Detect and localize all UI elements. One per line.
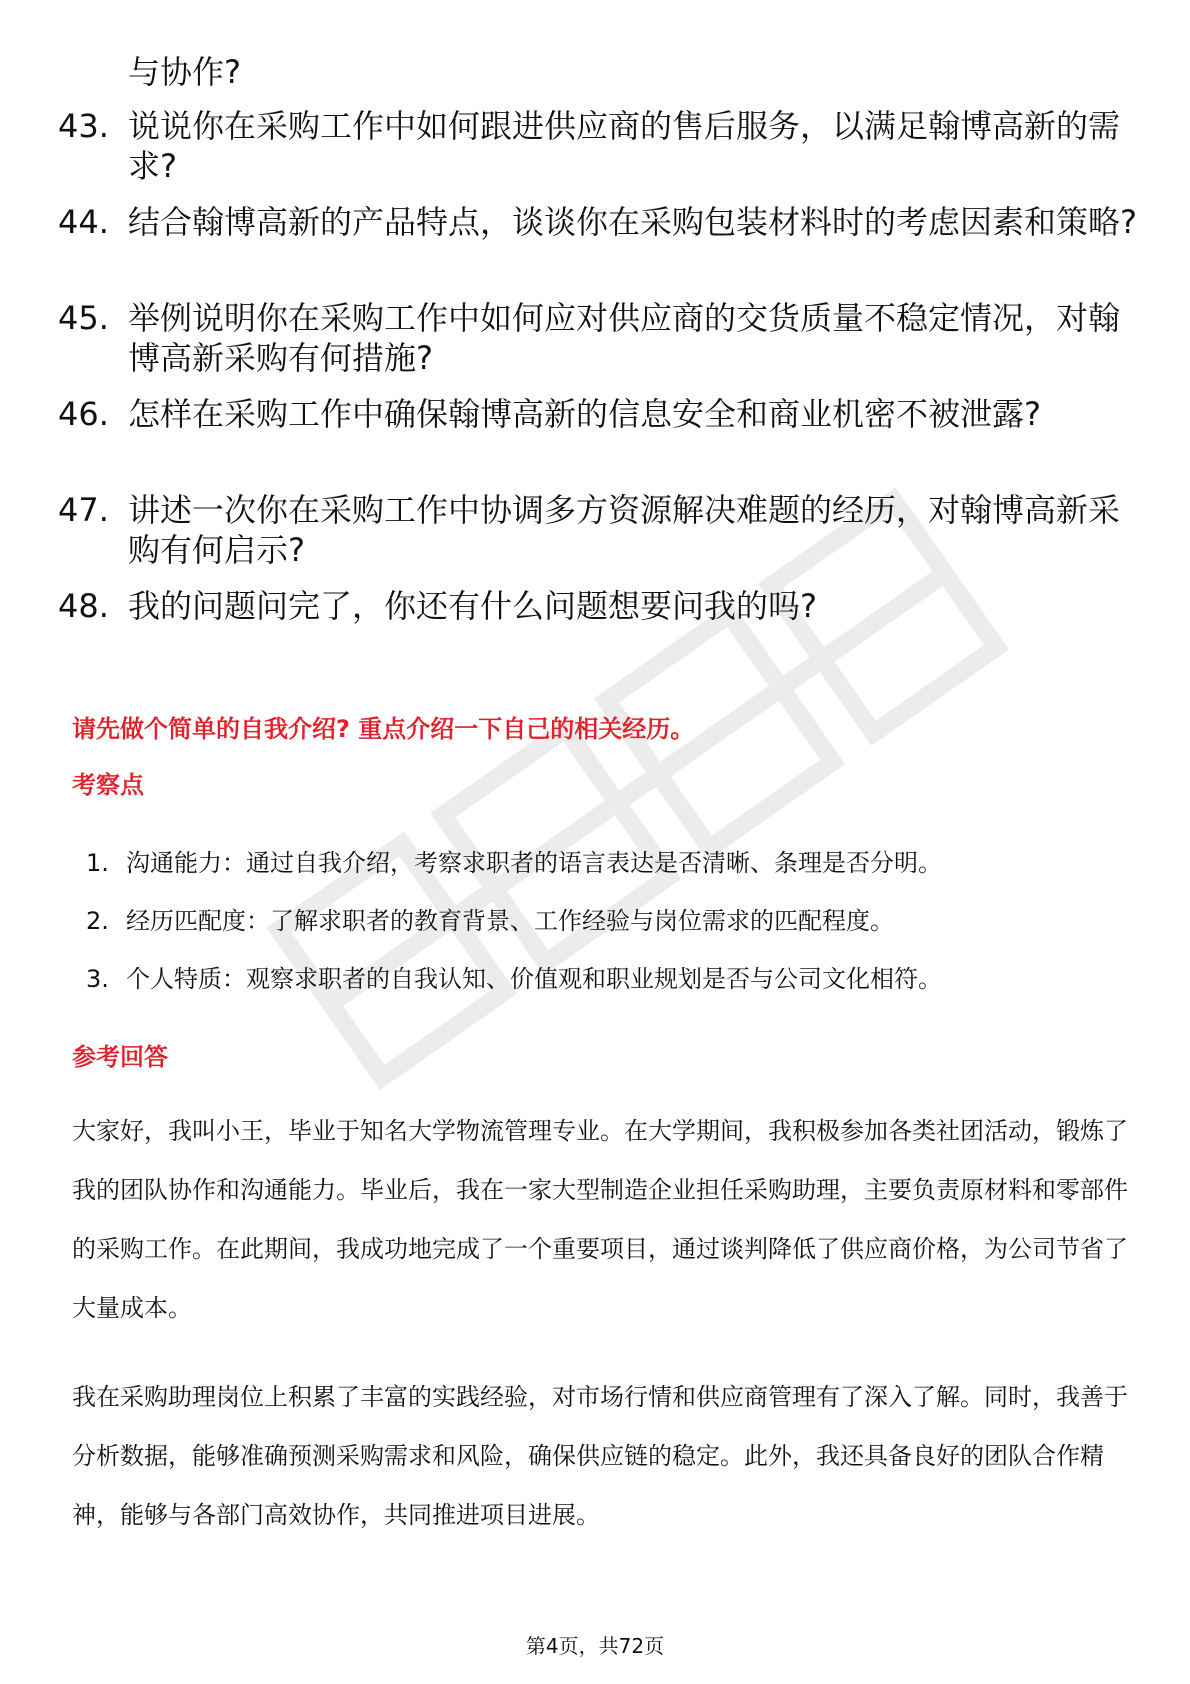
question-item: [58, 202, 1138, 242]
inspect-label: 考察点: [72, 771, 144, 799]
question-text: 说说你在采购工作中如何跟进供应商的售后服务，以满足翰博高新的需求?: [128, 107, 1121, 185]
question-text: 讲述一次你在采购工作中协调多方资源解决难题的经历，对翰博高新采购有何启示?: [128, 491, 1121, 569]
question-item: [58, 586, 1138, 626]
answer-paragraph: 大家好，我叫小王，毕业于知名大学物流管理专业。在大学期间，我积极参加各类社团活动，锻炼了我的团队协作和沟通能力。毕业后，我在一家大型制造企业担任采购助理，主要负责原材料和零部件的采购工作。在此期间，我成功地完成了一个重要项目，通过谈判降低了供应商价格，为公司节省了大量成本。: [72, 1117, 1128, 1322]
point-item: [86, 904, 894, 938]
question-continuation: 与协作?: [128, 53, 241, 91]
question-item: [58, 106, 1138, 186]
answer-label: 参考回答: [72, 1043, 168, 1071]
point-item: [86, 962, 942, 996]
question-number: 43.: [58, 107, 109, 145]
page-footer: 第4页，共72页: [525, 1634, 665, 1658]
question-text: 怎样在采购工作中确保翰博高新的信息安全和商业机密不被泄露?: [128, 395, 1041, 433]
point-text: 经历匹配度：了解求职者的教育背景、工作经验与岗位需求的匹配程度。: [126, 907, 894, 935]
question-item: [58, 394, 1138, 434]
section-title: 请先做个简单的自我介绍? 重点介绍一下自己的相关经历。: [72, 715, 695, 743]
question-number: 45.: [58, 299, 109, 337]
question-text: 结合翰博高新的产品特点，谈谈你在采购包装材料时的考虑因素和策略?: [128, 203, 1137, 241]
question-item: [58, 490, 1138, 570]
point-number: 1.: [86, 849, 109, 877]
question-number: 44.: [58, 203, 109, 241]
point-number: 3.: [86, 965, 109, 993]
answer-paragraph: 我在采购助理岗位上积累了丰富的实践经验，对市场行情和供应商管理有了深入了解。同时，我善于分析数据，能够准确预测采购需求和风险，确保供应链的稳定。此外，我还具备良好的团队合作精神，能够与各部门高效协作，共同推进项目进展。: [72, 1383, 1128, 1529]
question-number: 46.: [58, 395, 109, 433]
question-text: 举例说明你在采购工作中如何应对供应商的交货质量不稳定情况，对翰博高新采购有何措施?: [128, 299, 1121, 377]
question-item: [58, 298, 1138, 378]
question-text: 我的问题问完了，你还有什么问题想要问我的吗?: [128, 587, 817, 625]
point-text: 沟通能力：通过自我介绍，考察求职者的语言表达是否清晰、条理是否分明。: [126, 849, 942, 877]
question-number: 47.: [58, 491, 109, 529]
point-text: 个人特质：观察求职者的自我认知、价值观和职业规划是否与公司文化相符。: [126, 965, 942, 993]
question-number: 48.: [58, 587, 109, 625]
point-item: [86, 846, 942, 880]
point-number: 2.: [86, 907, 109, 935]
